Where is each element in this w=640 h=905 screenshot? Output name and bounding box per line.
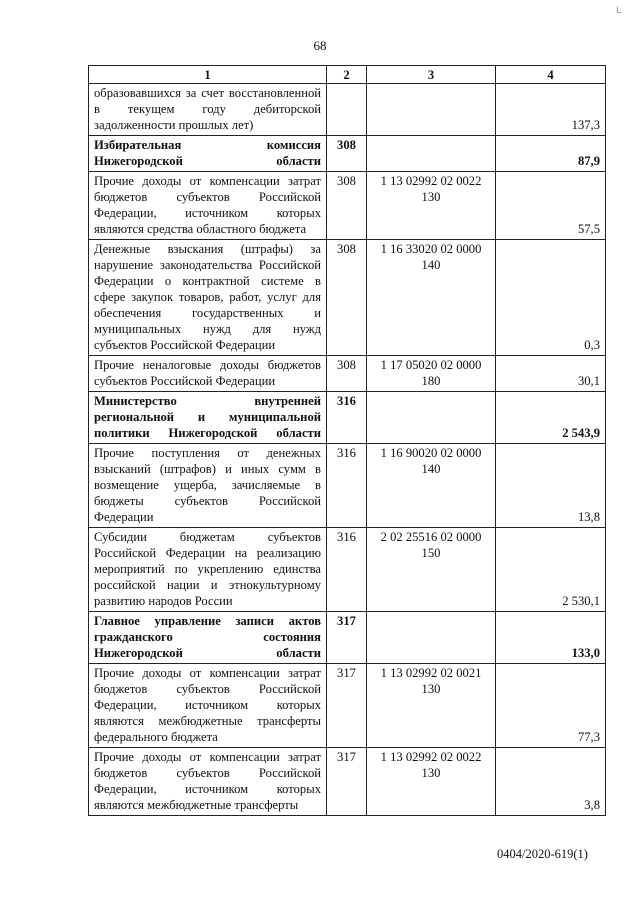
- row-name: Прочие доходы от компенсации затрат бюджетов субъектов Российской Федерации, источником которых являются межбюджетные трансферты: [89, 748, 327, 816]
- row-name: Прочие неналоговые доходы бюджетов субъектов Российской Федерации: [89, 356, 327, 392]
- row-kbk: [367, 84, 496, 136]
- row-kbk: [367, 612, 496, 664]
- row-name: Субсидии бюджетам субъектов Российской Федерации на реализацию мероприятий по укреплению единства российской нации и этнокультурному развитию народов России: [89, 528, 327, 612]
- row-code: 317: [327, 748, 367, 816]
- row-code: [327, 84, 367, 136]
- row-name: Министерство внутренней региональной и муниципальной политики Нижегородской области: [89, 392, 327, 444]
- row-name: Прочие поступления от денежных взысканий (штрафов) и иных сумм в возмещение ущерба, зачисляемые в бюджеты субъектов Российской Федерации: [89, 444, 327, 528]
- budget-table: [88, 65, 606, 816]
- row-name: Главное управление записи актов гражданского состояния Нижегородской области: [89, 612, 327, 664]
- row-name: Прочие доходы от компенсации затрат бюджетов субъектов Российской Федерации, источником которых являются средства областного бюджета: [89, 172, 327, 240]
- row-code: 308: [327, 136, 367, 172]
- row-amount: 57,5: [496, 172, 606, 240]
- row-code: 308: [327, 356, 367, 392]
- row-name: Прочие доходы от компенсации затрат бюджетов субъектов Российской Федерации, источником которых являются межбюджетные трансферты федерального бюджета: [89, 664, 327, 748]
- table-row: [89, 84, 606, 136]
- table-row-section: [89, 136, 606, 172]
- table-row: [89, 356, 606, 392]
- table-header-row: [89, 66, 606, 84]
- row-code: 308: [327, 240, 367, 356]
- row-code: 316: [327, 528, 367, 612]
- row-amount: 3,8: [496, 748, 606, 816]
- row-amount: 2 530,1: [496, 528, 606, 612]
- row-amount: 77,3: [496, 664, 606, 748]
- table-row: [89, 444, 606, 528]
- corner-mark: L: [616, 6, 622, 16]
- row-kbk: 2 02 25516 02 0000 150: [367, 528, 496, 612]
- row-name: Денежные взыскания (штрафы) за нарушение законодательства Российской Федерации о контрактной системе в сфере закупок товаров, работ, услуг для обеспечения государственных и муниципальных нужд для нужд субъектов Российской Федерации: [89, 240, 327, 356]
- table-row: [89, 748, 606, 816]
- table-row-section: [89, 392, 606, 444]
- row-amount: 2 543,9: [496, 392, 606, 444]
- row-code: 308: [327, 172, 367, 240]
- column-header-3: 3: [367, 66, 496, 84]
- row-kbk: 1 16 33020 02 0000 140: [367, 240, 496, 356]
- table-row: [89, 664, 606, 748]
- row-amount: 137,3: [496, 84, 606, 136]
- row-name: Избирательная комиссия Нижегородской области: [89, 136, 327, 172]
- column-header-4: 4: [496, 66, 606, 84]
- row-kbk: [367, 392, 496, 444]
- row-kbk: 1 17 05020 02 0000 180: [367, 356, 496, 392]
- page-number: 68: [313, 38, 327, 53]
- row-kbk: 1 13 02992 02 0022 130: [367, 748, 496, 816]
- row-name: образовавшихся за счет восстановленной в текущем году дебиторской задолженности прошлых лет): [89, 84, 327, 136]
- table-row: [89, 240, 606, 356]
- row-amount: 13,8: [496, 444, 606, 528]
- row-kbk: 1 16 90020 02 0000 140: [367, 444, 496, 528]
- row-code: 316: [327, 392, 367, 444]
- row-kbk: 1 13 02992 02 0021 130: [367, 664, 496, 748]
- row-code: 317: [327, 664, 367, 748]
- column-header-2: 2: [327, 66, 367, 84]
- row-code: 317: [327, 612, 367, 664]
- row-kbk: 1 13 02992 02 0022 130: [367, 172, 496, 240]
- row-amount: 133,0: [496, 612, 606, 664]
- row-code: 316: [327, 444, 367, 528]
- table-row-section: [89, 612, 606, 664]
- column-header-1: 1: [89, 66, 327, 84]
- row-amount: 87,9: [496, 136, 606, 172]
- table-row: [89, 172, 606, 240]
- document-code: 0404/2020-619(1): [497, 847, 588, 861]
- table-row: [89, 528, 606, 612]
- row-kbk: [367, 136, 496, 172]
- row-amount: 30,1: [496, 356, 606, 392]
- row-amount: 0,3: [496, 240, 606, 356]
